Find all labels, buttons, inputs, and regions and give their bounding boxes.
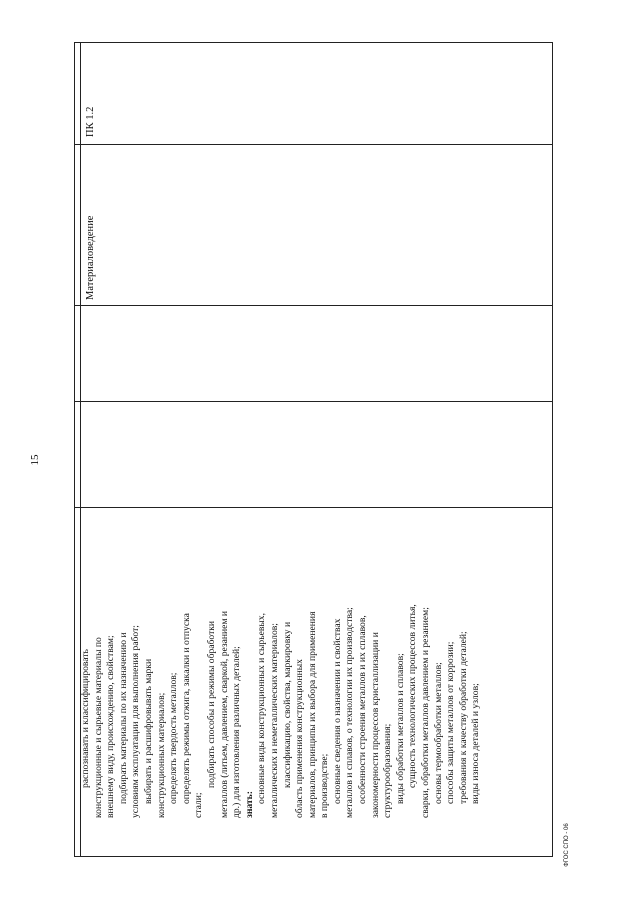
text-line: конструкционных материалов; <box>155 692 167 818</box>
text-line: подбирать материалы по их назначению и <box>117 632 129 804</box>
text-line: классификацию, свойства, маркировку и <box>281 621 293 788</box>
row-divider-hours <box>75 401 552 402</box>
text-line: виды износа деталей и узлов; <box>470 683 482 804</box>
subject-name: Материаловедение <box>85 215 96 300</box>
row-divider-text <box>75 507 552 508</box>
text-line: условиям эксплуатации для выполнения работ; <box>130 625 142 818</box>
text-line: основные сведения о назначении и свойствах <box>331 618 343 804</box>
text-line: способы защиты металлов от коррозии; <box>445 641 457 804</box>
text-line: основные виды конструкционных и сырьевых, <box>256 613 268 804</box>
row-divider-pk <box>75 144 552 145</box>
row-divider-subject <box>75 305 552 306</box>
text-line: область применения конструкционных <box>294 659 306 818</box>
text-line: виды обработки металлов и сплавов; <box>394 653 406 804</box>
text-line: стали; <box>193 792 205 818</box>
text-line: конструкционные и сырьевые материалы по <box>92 637 104 818</box>
competence-code: ПК 1.2 <box>85 106 96 137</box>
text-line: сварки, обработки металлов давлением и резанием; <box>420 607 432 818</box>
footer <box>560 815 574 875</box>
text-line: знать: <box>243 791 255 818</box>
text-line: выбирать и расшифровывать марки <box>142 658 154 804</box>
page-number <box>30 445 40 475</box>
text-line: определять режимы отжига, закалки и отпуска <box>180 613 192 804</box>
text-line: др.) для изготовления различных деталей; <box>231 646 243 818</box>
text-line: в производстве; <box>319 753 331 818</box>
text-line: подбирать способы и режимы обработки <box>205 620 217 788</box>
text-line: металлов (литьем, давлением, сваркой, резанием и <box>218 610 230 818</box>
text-line: определять твердость металлов; <box>168 672 180 804</box>
text-line: особенности строения металлов и их сплавов, <box>357 615 369 804</box>
text-line: сущность технологических процессов литья, <box>407 604 419 788</box>
text-line: металлов и сплавов, о технологии их производства; <box>344 607 356 818</box>
text-line: закономерности процессов кристаллизации и <box>369 632 381 818</box>
text-line: требования к качеству обработки деталей; <box>457 631 469 804</box>
text-line: внешнему виду, происхождению, свойствам; <box>105 635 117 818</box>
text-line: основы термообработки металлов; <box>432 662 444 804</box>
text-line: распознавать и классифицировать <box>80 649 91 788</box>
footer-text: ФГОС СПО - 06 <box>564 823 570 867</box>
page-number-text: 15 <box>29 454 41 466</box>
text-line: структурообразования; <box>382 723 394 818</box>
text-line: материалов, принципы их выбора для применения <box>306 611 318 818</box>
requirements-text <box>80 538 480 818</box>
text-line: металлических и неметаллических материалов; <box>268 623 280 818</box>
